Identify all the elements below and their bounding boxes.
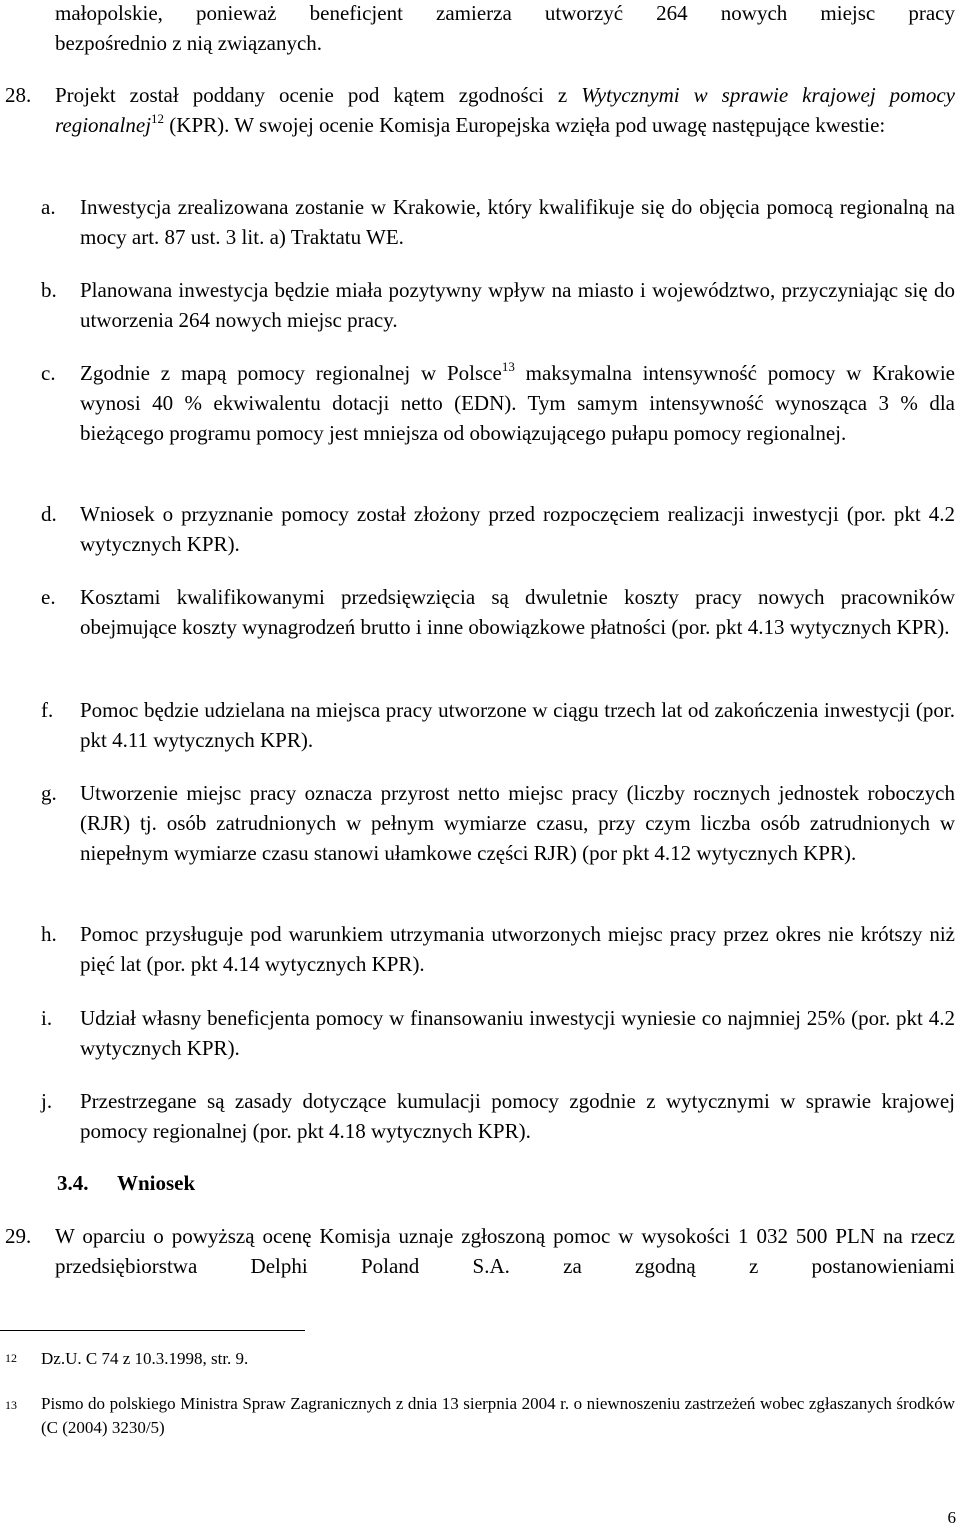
para-29-text: W oparciu o powyższą ocenę Komisja uznaje zgłoszoną pomoc w wysokości 1 032 500 PLN na rzecz przedsiębiorstwa Delphi Poland S.A. za zgodną z postanowieniami bbox=[55, 1224, 955, 1278]
footnote-separator bbox=[0, 1330, 305, 1331]
para-28-before: Projekt został poddany ocenie pod kątem zgodności z bbox=[55, 83, 582, 107]
section-number: 3.4. bbox=[57, 1171, 89, 1195]
para-29-number: 29. bbox=[5, 1224, 32, 1248]
item-b-label: b. bbox=[41, 278, 57, 302]
item-i-label: i. bbox=[41, 1006, 53, 1030]
item-d-text: Wniosek o przyznanie pomocy został złożony przed rozpoczęciem realizacji inwestycji (por. pkt 4.2 wytycznych KPR). bbox=[80, 502, 955, 556]
para-28-after: (KPR). W swojej ocenie Komisja Europejska wzięła pod uwagę następujące kwestie: bbox=[164, 113, 886, 137]
item-j-label: j. bbox=[41, 1089, 53, 1113]
footnote-13-number: 13 bbox=[5, 1398, 17, 1412]
item-i-text: Udział własny beneficjenta pomocy w finansowaniu inwestycji wyniesie co najmniej 25% (por. pkt 4.2 wytycznych KPR). bbox=[80, 1006, 955, 1060]
page-number: 6 bbox=[947, 1508, 956, 1527]
item-g-label: g. bbox=[41, 781, 57, 805]
item-d-label: d. bbox=[41, 502, 57, 526]
para-28 bbox=[55, 80, 955, 140]
item-a-text: Inwestycja zrealizowana zostanie w Krakowie, który kwalifikuje się do objęcia pomocą regionalną na mocy art. 87 ust. 3 lit. a) Traktatu WE. bbox=[80, 195, 955, 249]
item-e-label: e. bbox=[41, 585, 56, 609]
item-c-text bbox=[80, 358, 955, 448]
para-28-number: 28. bbox=[5, 83, 32, 107]
intro-line-2: bezpośrednio z nią związanych. bbox=[55, 31, 323, 55]
footnote-12-text: Dz.U. C 74 z 10.3.1998, str. 9. bbox=[41, 1349, 249, 1368]
footnote-ref-13: 13 bbox=[501, 359, 515, 374]
item-g-text: Utworzenie miejsc pracy oznacza przyrost netto miejsc pracy (liczby rocznych jednostek roboczych (RJR) tj. osób zatrudnionych w pełnym wymiarze czasu, przy czym liczba osób zatrudnionych w niepełnym wymiarze czasu stanowi ułamkowe części RJR) (por pkt 4.12 wytycznych KPR). bbox=[80, 781, 955, 865]
item-f-label: f. bbox=[41, 698, 54, 722]
item-b-text: Planowana inwestycja będzie miała pozytywny wpływ na miasto i województwo, przyczyniając się do utworzenia 264 nowych miejsc pracy. bbox=[80, 278, 955, 332]
footnote-ref-12: 12 bbox=[151, 111, 165, 126]
item-f-text: Pomoc będzie udzielana na miejsca pracy utworzone w ciągu trzech lat od zakończenia inwestycji (por. pkt 4.11 wytycznych KPR). bbox=[80, 698, 955, 752]
item-c-label: c. bbox=[41, 361, 56, 385]
intro-line-1: małopolskie, ponieważ beneficjent zamierza utworzyć 264 nowych miejsc pracy bbox=[55, 1, 955, 25]
item-c-before: Zgodnie z mapą pomocy regionalnej w Polsce bbox=[80, 361, 502, 385]
intro-paragraph bbox=[55, 0, 955, 58]
item-j-text: Przestrzegane są zasady dotyczące kumulacji pomocy zgodnie z wytycznymi w sprawie krajowej pomocy regionalnej (por. pkt 4.18 wytycznych KPR). bbox=[80, 1089, 955, 1143]
item-e-text: Kosztami kwalifikowanymi przedsięwzięcia są dwuletnie koszty pracy nowych pracowników obejmujące koszty wynagrodzeń brutto i inne obowiązkowe płatności (por. pkt 4.13 wytycznych KPR). bbox=[80, 585, 955, 639]
item-c-after: maksymalna intensywność pomocy w Krakowie wynosi 40 % ekwiwalentu dotacji netto (EDN). Tym samym intensywność wynosząca 3 % dla bieżącego programu pomocy jest mniejsza od obowiązującego pułapu pomocy regionalnej. bbox=[80, 361, 955, 445]
item-a-label: a. bbox=[41, 195, 56, 219]
item-h-text: Pomoc przysługuje pod warunkiem utrzymania utworzonych miejsc pracy przez okres nie krótszy niż pięć lat (por. pkt 4.14 wytycznych KPR). bbox=[80, 922, 955, 976]
footnote-13-text: Pismo do polskiego Ministra Spraw Zagranicznych z dnia 13 sierpnia 2004 r. o niewnoszeniu zastrzeżeń wobec zgłaszanych środków (C (2004) 3230/5) bbox=[41, 1394, 955, 1437]
item-h-label: h. bbox=[41, 922, 57, 946]
para-28-italic-title: Wytycznymi w sprawie krajowej pomocy regionalnej bbox=[55, 83, 955, 137]
section-title: Wniosek bbox=[117, 1171, 196, 1195]
footnote-12-number: 12 bbox=[5, 1351, 17, 1365]
